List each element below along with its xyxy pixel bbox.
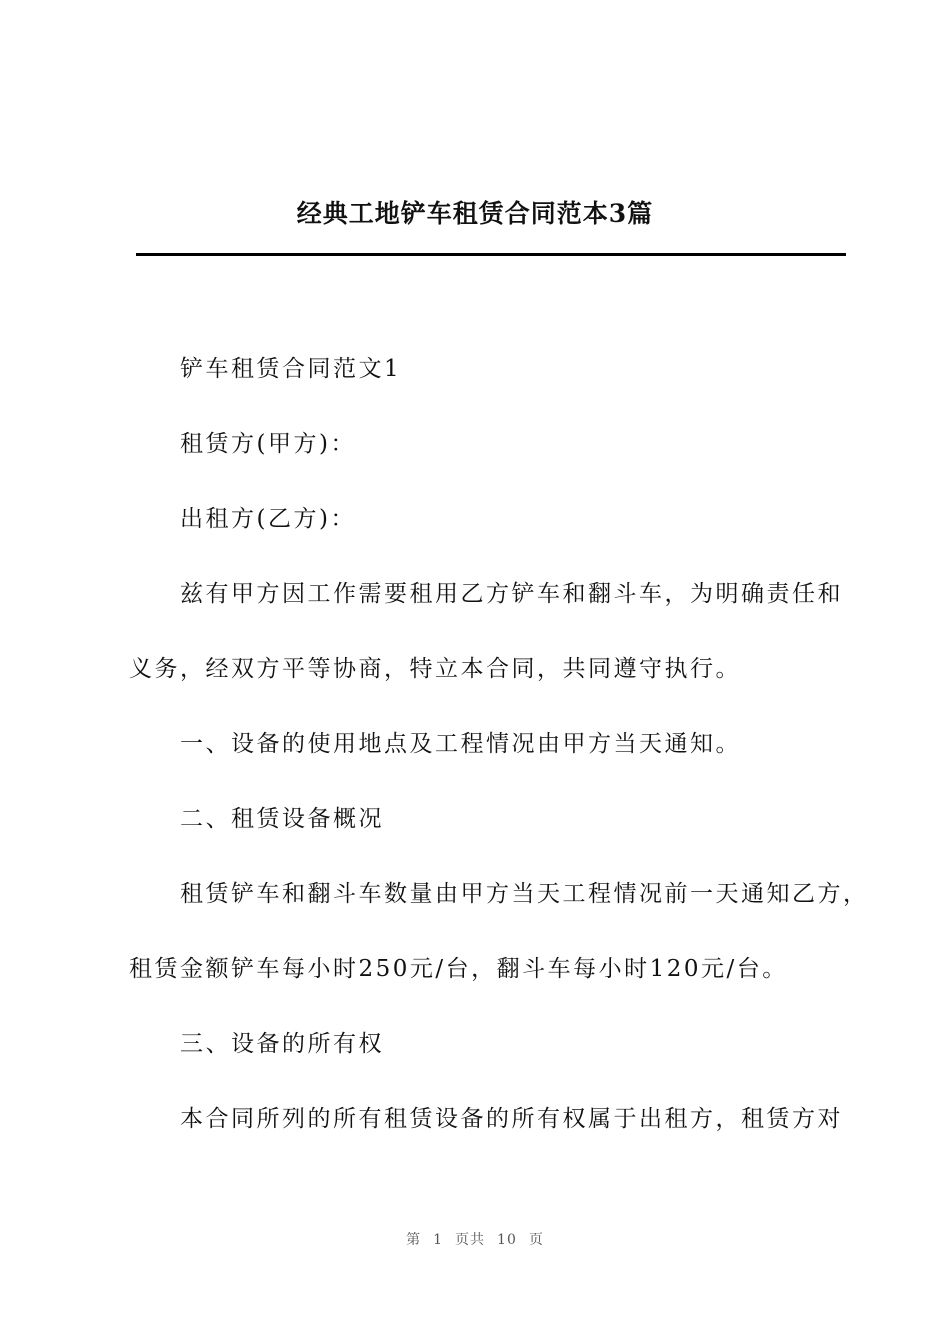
clause-3-heading: 三、设备的所有权 [180, 1031, 384, 1057]
clause-2-body-line-1: 租赁铲车和翻斗车数量由甲方当天工程情况前一天通知乙方， [180, 881, 869, 907]
clause-2-heading: 二、租赁设备概况 [180, 806, 384, 832]
lessor-party-b-line: 出租方(乙方)： [180, 506, 356, 532]
page-label-suffix: 页 [528, 1232, 544, 1248]
page-number-footer [0, 1230, 950, 1250]
title-underline [136, 253, 846, 256]
page-label-mid: 页共 [455, 1232, 486, 1248]
page-label-prefix: 第 [406, 1232, 422, 1248]
clause-2-body-line-2: 租赁金额铲车每小时250元/台，翻斗车每小时120元/台。 [129, 956, 788, 982]
clause-3-body-line-1: 本合同所列的所有租赁设备的所有权属于出租方，租赁方对 [180, 1106, 843, 1132]
document-title: 经典工地铲车租赁合同范本3篇 [296, 199, 654, 228]
total-page-count: 10 [497, 1232, 517, 1248]
preamble-line-1: 兹有甲方因工作需要租用乙方铲车和翻斗车，为明确责任和 [180, 581, 843, 607]
clause-1-line: 一、设备的使用地点及工程情况由甲方当天通知。 [180, 731, 741, 757]
preamble-line-2: 义务，经双方平等协商，特立本合同，共同遵守执行。 [129, 656, 741, 682]
current-page-number: 1 [433, 1232, 444, 1248]
section-heading-sample-1: 铲车租赁合同范文1 [180, 356, 402, 382]
lessee-party-a-line: 租赁方(甲方)： [180, 431, 356, 457]
